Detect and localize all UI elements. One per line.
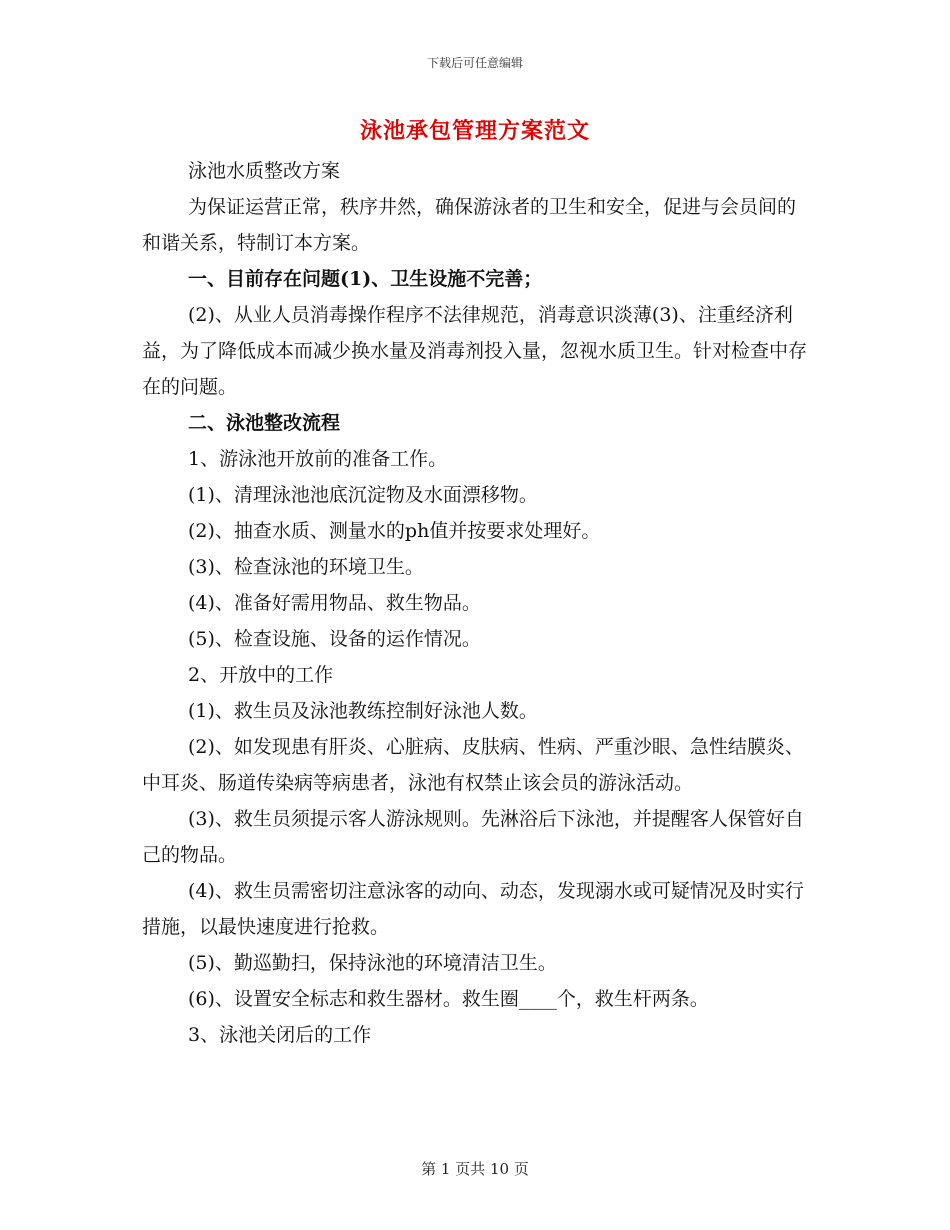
document-title: 泳池承包管理方案范文	[359, 118, 590, 144]
document-body	[142, 153, 810, 1053]
list-item: 2、开放中的工作	[188, 664, 334, 686]
paragraph-subtitle: 泳池水质整改方案	[188, 160, 341, 182]
section-heading-2: 二、泳池整改流程	[188, 412, 341, 434]
list-item: (5)、勤巡勤扫，保持泳池的环境清洁卫生。	[188, 952, 557, 974]
list-item: (4)、救生员需密切注意泳客的动向、动态，发现溺水或可疑情况及时实行措施，以最快速度进行抢救。	[142, 880, 804, 938]
list-item: (1)、清理泳池池底沉淀物及水面漂移物。	[188, 484, 538, 506]
list-item: 1、游泳池开放前的准备工作。	[188, 448, 448, 470]
list-item: (5)、检查设施、设备的运作情况。	[188, 628, 481, 650]
list-item: (6)、设置安全标志和救生器材。救生圈____个，救生杆两条。	[188, 988, 709, 1010]
list-item: (1)、救生员及泳池教练控制好泳池人数。	[188, 700, 538, 722]
paragraph-intro: 为保证运营正常，秩序井然，确保游泳者的卫生和安全，促进与会员间的和谐关系，特制订本方案。	[142, 196, 797, 254]
page-footer: 第 1 页共 10 页	[421, 1160, 529, 1178]
list-item: (2)、抽查水质、测量水的ph值并按要求处理好。	[188, 520, 601, 542]
list-item: 3、泳池关闭后的工作	[188, 1024, 372, 1046]
list-item: (4)、准备好需用物品、救生物品。	[188, 592, 481, 614]
section-heading-1: 一、目前存在问题(1)、卫生设施不完善；	[188, 268, 543, 290]
paragraph-problems: (2)、从业人员消毒操作程序不法律规范，消毒意识淡薄(3)、注重经济利益，为了降低成本而减少换水量及消毒剂投入量，忽视水质卫生。针对检查中存在的问题。	[142, 304, 808, 398]
list-item: (3)、救生员须提示客人游泳规则。先淋浴后下泳池，并提醒客人保管好自己的物品。	[142, 808, 804, 866]
list-item: (3)、检查泳池的环境卫生。	[188, 556, 424, 578]
list-item: (2)、如发现患有肝炎、心脏病、皮肤病、性病、严重沙眼、急性结膜炎、中耳炎、肠道传染病等病患者，泳池有权禁止该会员的游泳活动。	[142, 736, 804, 794]
page-header: 下载后可任意编辑	[426, 56, 523, 70]
